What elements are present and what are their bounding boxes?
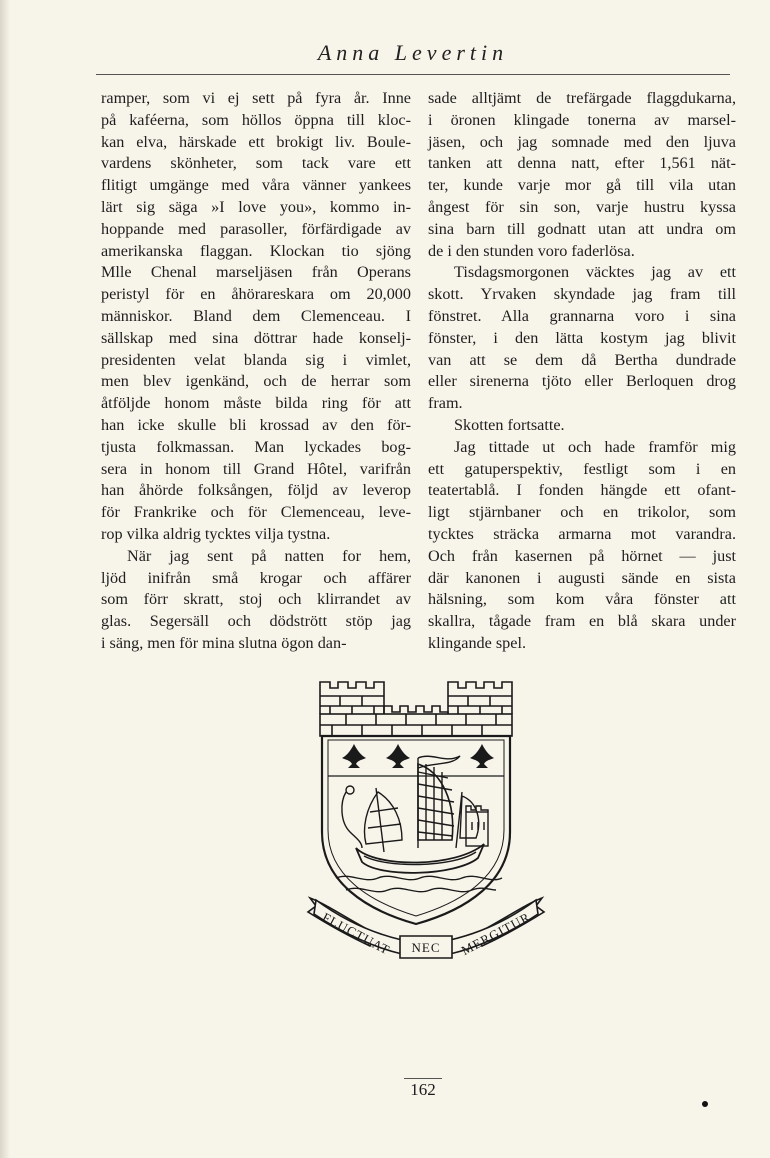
text-line: skott. Yrvaken skyndade jag fram till	[428, 285, 736, 304]
text-line: ligt stjärnbaner och en trikolor, som	[428, 503, 736, 522]
motto-left-text: FLUCTUAT	[319, 909, 393, 958]
text-line: Och från kasernen på hörnet — just	[428, 546, 736, 565]
text-line: Skotten fortsatte.	[454, 415, 565, 434]
text-line: ramper, som vi ej sett på fyra år. Inne	[101, 89, 411, 107]
text-line: lärt sig säga »I love you», kommo in-	[101, 197, 411, 216]
text-line: men blev igenkänd, och de herrar som	[101, 372, 411, 391]
motto-right-text: MERGITUR	[458, 909, 533, 958]
text-line: för Frankrike och för Clemenceau, leve-	[101, 503, 411, 522]
text-line: sällskap med sina döttrar hade konselj-	[101, 328, 411, 347]
text-line: Tisdagsmorgonen väcktes jag av ett	[454, 263, 736, 282]
text-line: rop vilka aldrig tycktes vilja tystna.	[101, 524, 331, 543]
text-line: flitigt umgänge med våra vänner yankees	[101, 176, 411, 195]
text-line: klingande spel.	[428, 633, 527, 652]
text-line: Mlle Chenal marseljäsen från Operans	[101, 263, 411, 282]
text-line: Jag tittade ut och hade framför mig	[454, 437, 736, 456]
folio-rule	[404, 1078, 442, 1079]
text-line: teatertablå. I fonden hängde ett ofant-	[428, 481, 736, 500]
text-line: jäsen, och jag somnade med den ljuva	[428, 132, 736, 151]
text-line: hoppande med parasoller, förfärdigade av	[101, 219, 411, 238]
text-line: sera in honom till Grand Hôtel, varifrån	[101, 459, 411, 478]
text-line: kan elva, härskade ett brokigt liv. Boule-	[101, 132, 411, 151]
text-line: När jag sent på natten for hem,	[127, 546, 411, 565]
motto-center-text: NEC	[411, 940, 441, 955]
text-line: ljöd inifrån små krogar och affärer	[101, 568, 411, 587]
header-rule	[96, 74, 730, 75]
text-line: åtföljde honom måste bilda ring för att	[101, 394, 411, 413]
text-line: ett gatuperspektiv, festligt som i en	[428, 459, 736, 478]
text-line: på kaféerna, som höllos öppna till kloc-	[101, 110, 411, 129]
text-line: tycktes sträcka armarna mot varandra.	[428, 524, 736, 543]
text-line: som förr skratt, stoj och klirrandet av	[101, 590, 411, 609]
text-line: människor. Bland dem Clemenceau. I	[101, 306, 411, 325]
text-line: ångest för sin son, varje hustru kyssa	[428, 197, 736, 216]
right-text-column	[428, 88, 736, 655]
left-text-column	[101, 88, 411, 655]
text-line: de i den stunden voro faderlösa.	[428, 241, 635, 260]
text-line: van att se dem då Bertha dundrade	[428, 350, 736, 369]
text-line: glas. Segersäll och dödstrött stöp jag	[101, 612, 411, 631]
text-line: hälsning, som kom våra fönster att	[428, 590, 736, 609]
text-line: ter, kunde varje mor gå till vila utan	[428, 176, 736, 195]
text-line: han åhörde folksången, följd av leverop	[101, 481, 411, 500]
text-line: i säng, men för mina slutna ögon dan-	[101, 633, 347, 652]
text-line: eller sirenerna tjöto eller Berloquen drog	[428, 372, 736, 391]
text-line: amerikanska flaggan. Klockan tio sjöng	[101, 241, 411, 260]
page-number: 162	[410, 1080, 436, 1099]
page-gutter-shadow	[0, 0, 10, 1158]
text-line: skallra, tågade fram en blå skara under	[428, 612, 736, 631]
paris-coat-of-arms-emblem	[306, 672, 546, 972]
text-line: han icke skulle bli krossad av den för-	[101, 415, 411, 434]
text-line: fram.	[428, 394, 463, 413]
text-line: vardens skönheter, som tack vare ett	[101, 154, 411, 173]
text-line: peristyl för en åhörareskara om 20,000	[101, 285, 411, 304]
coat-of-arms-drawing	[306, 672, 546, 972]
text-line: sade alltjämt de trefärgade flaggdukarna,	[428, 89, 736, 107]
running-title: Anna Levertin	[317, 40, 509, 65]
text-line: tanken att denna natt, efter 1,561 nät-	[428, 154, 736, 173]
ink-speck	[702, 1101, 708, 1107]
text-line: i öronen klingade tonerna av marsel-	[428, 110, 736, 129]
text-line: fönstret. Alla grannarna voro i sina	[428, 306, 736, 325]
text-line: fönster, i den lätta kostym jag blivit	[428, 328, 736, 347]
text-line: där kanonen i augusti sände en sista	[428, 568, 736, 587]
text-line: sina barn till godnatt utan att undra om	[428, 219, 736, 238]
text-line: tjusta folkmassan. Man lyckades bog-	[101, 437, 411, 456]
text-line: presidenten velat blanda sig i vimlet,	[101, 350, 411, 369]
